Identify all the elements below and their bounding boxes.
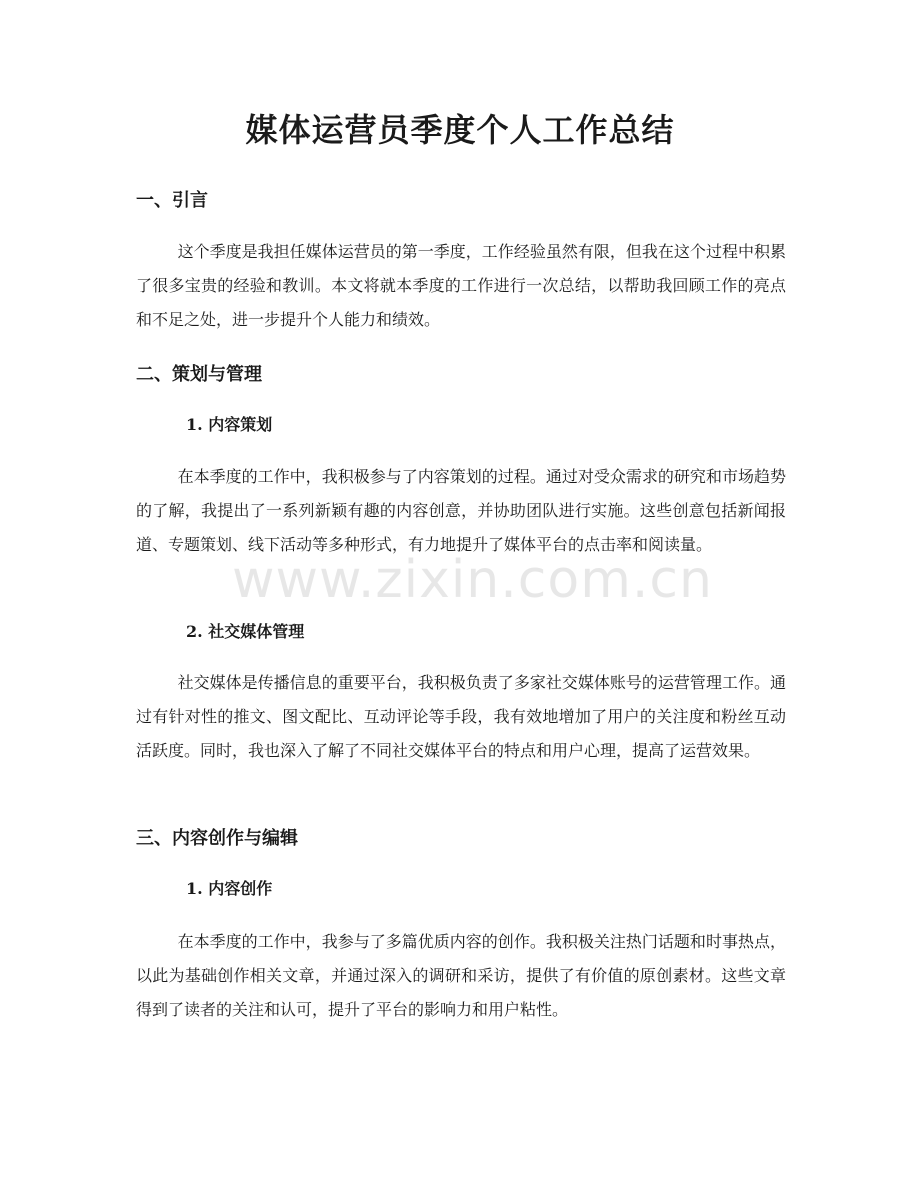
paragraph-content-creation: 在本季度的工作中，我参与了多篇优质内容的创作。我积极关注热门话题和时事热点，以此为基础创作相关文章，并通过深入的调研和采访，提供了有价值的原创素材。这些文章得到了读者的关注和认可，提升了平台的影响力和用户粘性。 [136,932,786,1019]
paragraph-content-planning: 在本季度的工作中，我积极参与了内容策划的过程。通过对受众需求的研究和市场趋势的了解，我提出了一系列新颖有趣的内容创意，并协助团队进行实施。这些创意包括新闻报道、专题策划、线下活动等多种形式，有力地提升了媒体平台的点击率和阅读量。 [136,467,786,554]
subheading-social-media-management: 2. 社交媒体管理 [186,622,305,641]
paragraph-social-media-management: 社交媒体是传播信息的重要平台，我积极负责了多家社交媒体账号的运营管理工作。通过有针对性的推文、图文配比、互动评论等手段，我有效地增加了用户的关注度和粉丝互动活跃度。同时，我也深入了解了不同社交媒体平台的特点和用户心理，提高了运营效果。 [136,673,786,760]
page-title: 媒体运营员季度个人工作总结 [245,111,675,149]
watermark: www.zixin.com.cn [232,550,713,610]
section-heading-planning-management: 二、策划与管理 [136,364,262,385]
subheading-content-planning: 1. 内容策划 [186,415,273,434]
subheading-content-creation: 1. 内容创作 [186,879,273,898]
section-heading-content-creation-editing: 三、内容创作与编辑 [136,828,298,849]
paragraph-introduction: 这个季度是我担任媒体运营员的第一季度，工作经验虽然有限，但我在这个过程中积累了很多宝贵的经验和教训。本文将就本季度的工作进行一次总结，以帮助我回顾工作的亮点和不足之处，进一步提升个人能力和绩效。 [136,242,786,329]
section-heading-introduction: 一、引言 [136,190,208,211]
